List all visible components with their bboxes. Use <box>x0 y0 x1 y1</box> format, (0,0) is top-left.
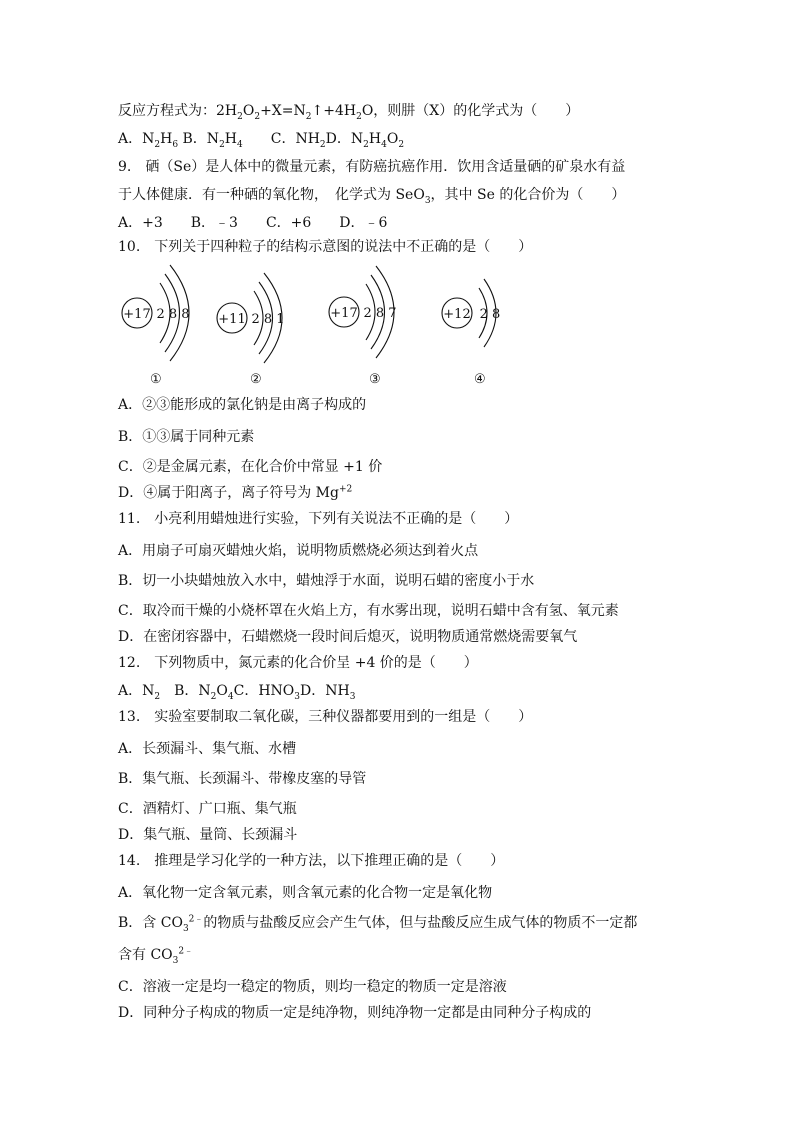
svg-text:2 8 8: 2 8 8 <box>156 307 190 322</box>
q10-option-c: C．②是金属元素，在化合价中常显 +1 价 <box>118 459 383 475</box>
q14-option-a: A．氧化物一定含氧元素，则含氧元素的化合物一定是氧化物 <box>118 885 493 901</box>
q11-option-d: D．在密闭容器中，石蜡燃烧一段时间后熄灭，说明物质通常燃烧需要氧气 <box>118 629 578 645</box>
atom-label-3: ③ <box>369 372 381 387</box>
atom-diagram-3 <box>329 266 397 358</box>
q14-option-d: D．同种分子构成的物质一定是纯净物，则纯净物一定都是由同种分子构成的 <box>118 1005 592 1021</box>
q11-option-c: C．取冷而干燥的小烧杯罩在火焰上方，有水雾出现，说明石蜡中含有氢、氧元素 <box>118 603 619 619</box>
svg-text:2 8: 2 8 <box>479 307 501 322</box>
q14-stem: 14. 推理是学习化学的一种方法，以下推理正确的是（ ） <box>118 853 505 869</box>
q14-option-b-line2: 含有 $CO_3^{2﹣}$ <box>118 946 194 966</box>
q9-options: A．+3 B．﹣3 C．+6 D．﹣6 <box>118 215 388 231</box>
atom-label-1: ① <box>150 372 162 387</box>
svg-text:2 8 1: 2 8 1 <box>251 312 285 327</box>
q11-option-b: B．切一小块蜡烛放入水中，蜡烛浮于水面，说明石蜡的密度小于水 <box>118 573 535 589</box>
q13-option-c: C．酒精灯、广口瓶、集气瓶 <box>118 801 297 817</box>
svg-text:+17: +17 <box>330 306 358 321</box>
q14-option-c: C．溶液一定是均一稳定的物质，则均一稳定的物质一定是溶液 <box>118 979 507 995</box>
q11-option-a: A．用扇子可扇灭蜡烛火焰，说明物质燃烧必须达到着火点 <box>118 543 479 559</box>
atom-diagram-4 <box>442 279 500 347</box>
atom-structure-diagrams <box>0 258 794 378</box>
q11-stem: 11. 小亮利用蜡烛进行实验，下列有关说法不正确的是（ ） <box>118 511 519 527</box>
q13-option-a: A．长颈漏斗、集气瓶、水槽 <box>118 741 297 757</box>
atom-diagram-2 <box>217 273 285 363</box>
q10-option-d: D．④属于阳离子，离子符号为 $Mg^{+2}$ <box>118 484 353 501</box>
svg-text:2 8 7: 2 8 7 <box>363 306 397 321</box>
q13-stem: 13. 实验室要制取二氧化碳，三种仪器都要用到的一组是（ ） <box>118 709 533 725</box>
q10-option-a: A．②③能形成的氯化钠是由离子构成的 <box>118 397 367 413</box>
q13-option-b: B．集气瓶、长颈漏斗、带橡皮塞的导管 <box>118 771 367 787</box>
atom-label-2: ② <box>250 372 262 387</box>
q9-stem-line2: 于人体健康．有一种硒的氧化物， 化学式为 SeO$_3$，其中 Se 的化合价为（ ） <box>118 187 626 206</box>
q9-stem-line1: 9. 硒（Se）是人体中的微量元素，有防癌抗癌作用．饮用含适量硒的矿泉水有益 <box>118 159 626 175</box>
q12-options: A．$N_2$ B．$N_2O_4C$．$HNO_3D$．$NH_3$ <box>118 683 356 702</box>
q12-stem: 12. 下列物质中，氮元素的化合价呈 +4 价的是（ ） <box>118 655 478 671</box>
q14-option-b-line1: B．含 $CO_3^{2﹣}$的物质与盐酸反应会产生气体，但与盐酸反应生成气体的物质不一定都 <box>118 914 638 934</box>
q8-stem: 反应方程式为：$2H_2O_2+X=N_2↑+4H_2O$，则肼（X）的化学式为（ ） <box>118 103 580 122</box>
q8-options: A．$N_2H_6$ B．$N_2H_4$ C．$NH_2D$．$N_2H_4O_2$ <box>118 131 405 150</box>
svg-text:+11: +11 <box>218 312 246 327</box>
atom-label-4: ④ <box>474 372 486 387</box>
q10-option-b: B．①③属于同种元素 <box>118 429 255 445</box>
atom-diagram-1 <box>122 265 190 361</box>
q13-option-d: D．集气瓶、量筒、长颈漏斗 <box>118 827 298 843</box>
svg-text:+12: +12 <box>443 307 471 322</box>
q10-stem: 10. 下列关于四种粒子的结构示意图的说法中不正确的是（ ） <box>118 239 533 255</box>
svg-text:+17: +17 <box>123 307 151 322</box>
